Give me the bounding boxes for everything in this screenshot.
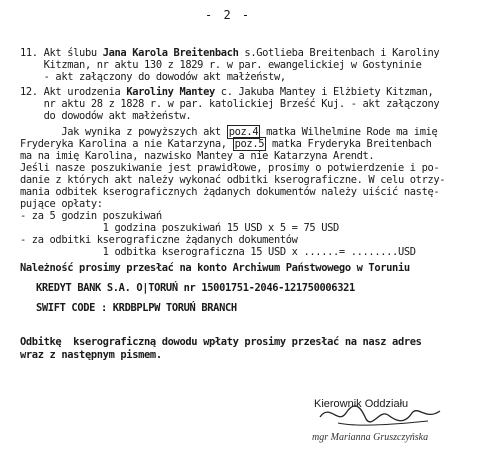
text-run: - akt załączony do dowodów akt małżeństw, [20, 71, 286, 83]
paragraph-line [20, 222, 339, 234]
text-run: pujące opłaty: [20, 198, 103, 210]
text-run: danie z których akt należy wykonać odbitki kserograficzne. W celu otrzy- [20, 174, 446, 186]
paragraph-line [20, 186, 439, 198]
signatory-title: Kierownik Oddziału [314, 398, 409, 410]
paragraph-line [20, 198, 103, 210]
paragraph-line [20, 162, 439, 174]
text-run: do dowodów akt małżeństw. [20, 110, 192, 122]
paragraph-line [20, 210, 162, 222]
text-run: matka Fryderyka Breitenbach [266, 138, 432, 150]
text-run: matka Wilhelmine Rode ma imię [260, 126, 438, 138]
closing-line-1: Odbitkę kserograficzną dowodu wpłaty prosimy przesłać na nasz adres [20, 336, 422, 348]
text-run: Jak wynika z powyższych akt [20, 126, 227, 138]
text-run: - za 5 godzin poszukiwań [20, 210, 162, 222]
payment-heading: Należność prosimy przesłać na konto Archiwum Państwowego w Toruniu [20, 262, 410, 274]
paragraph-line [20, 138, 432, 150]
name-highlight: Jana Karola Breitenbach [102, 47, 239, 59]
text-run: Kitzman, nr aktu 130 z 1829 r. w par. ewangelickiej w Gostyninie [20, 59, 422, 71]
closing-line-2: wraz z następnym pismem. [20, 349, 162, 361]
entry-1-line [20, 71, 286, 83]
text-run: - za odbitki kserograficzne żądanych dokumentów [20, 234, 298, 246]
boxed-reference: poz.5 [234, 138, 265, 150]
bank-account-line: KREDYT BANK S.A. O|TORUŃ nr 15001751-2046-121750006321 [36, 282, 355, 294]
entry-1-line [20, 47, 439, 59]
signatory-name: mgr Marianna Gruszczyńska [312, 432, 429, 443]
text-run: s.Gotlieba Breitenbach i Karoliny [238, 47, 440, 59]
text-run: Fryderyka Karolina a nie Katarzyna, [20, 138, 233, 150]
entry-1-line [20, 59, 422, 71]
swift-code-line: SWIFT CODE : KRDBPLPW TORUŃ BRANCH [36, 302, 237, 314]
paragraph-line [20, 174, 445, 186]
text-run: Jeśli nasze poszukiwanie jest prawidłowe, prosimy o potwierdzenie i po- [20, 162, 440, 174]
text-run: c. Jakuba Mantey i Elżbiety Kitzman, [214, 86, 434, 98]
paragraph-line [20, 246, 416, 258]
text-run: 1 odbitka kserograficzna 15 USD x ......= ........USD [20, 246, 416, 258]
text-run: 12. Akt urodzenia [20, 86, 127, 98]
boxed-reference: poz.4 [228, 126, 259, 138]
paragraph-line [20, 126, 437, 138]
text-run: 11. Akt ślubu [20, 47, 103, 59]
paragraph-line [20, 150, 374, 162]
text-run: ma na imię Karolina, nazwisko Mantey a nie Katarzyna Arendt. [20, 150, 375, 162]
name-highlight: Karoliny Mantey [126, 86, 215, 98]
text-run: mania odbitek kserograficznych żądanych dokumentów należy uiścić nastę- [20, 186, 440, 198]
entry-2-line [20, 98, 439, 110]
entry-2-line [20, 86, 433, 98]
text-run: 1 godzina poszukiwań 15 USD x 5 = 75 USD [20, 222, 339, 234]
entry-2-line [20, 110, 191, 122]
page-number: - 2 - [205, 8, 252, 22]
text-run: nr aktu 28 z 1828 r. w par. katolickiej Brześć Kuj. - akt załączony [20, 98, 440, 110]
paragraph-line [20, 234, 298, 246]
